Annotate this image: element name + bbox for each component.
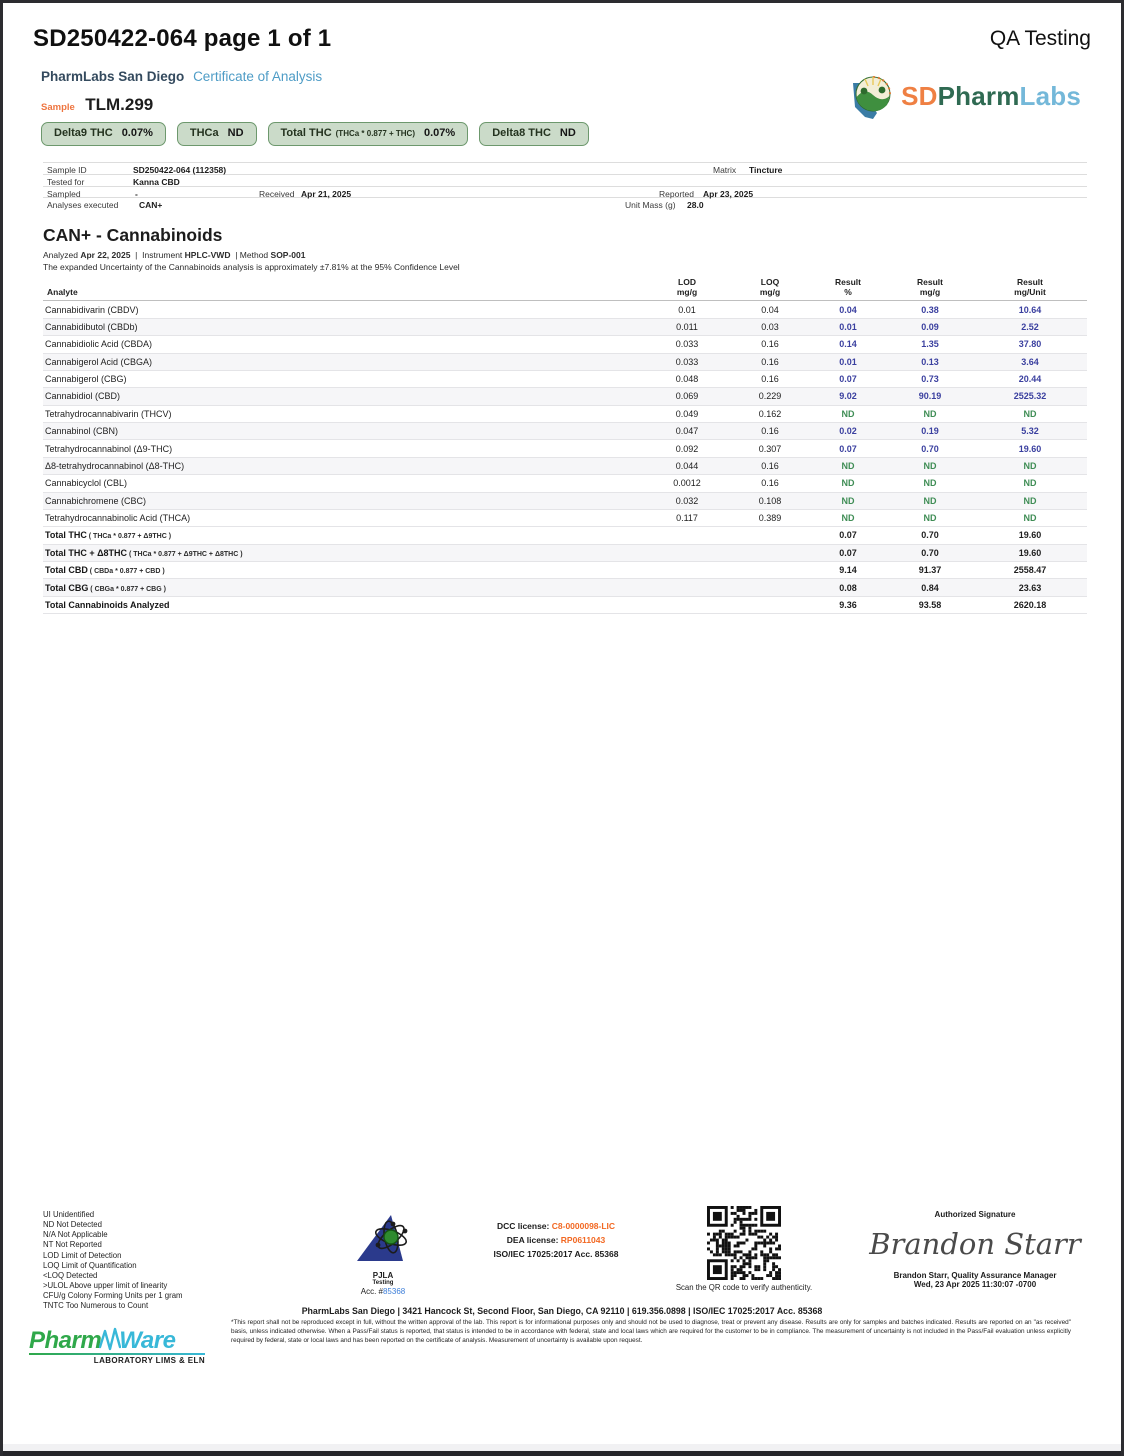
authorized-signature-label: Authorized Signature [934,1210,1016,1219]
table-cell: 0.08 [809,579,887,596]
legend-line: <LOQ Detected [43,1270,98,1280]
lab-name: PharmLabs San Diego [41,69,185,84]
instrument-value: HPLC-VWD [184,250,231,260]
signature-date-line: Wed, 23 Apr 2025 11:30:07 -0700 [913,1280,1037,1289]
total-row [43,544,1087,561]
table-cell: 0.73 [887,370,973,387]
cannabinoids-section-title: CAN+ - Cannabinoids [43,225,223,245]
unit-mass-value: 28.0 [687,200,704,211]
dcc-value: C8-0000098-LIC [551,1221,616,1231]
analyte-row [43,301,1087,318]
method-value: SOP-001 [270,250,306,260]
abbreviation-legend [43,1210,183,1311]
table-cell: 23.63 [973,579,1087,596]
qr-caption: Scan the QR code to verify authenticity. [675,1283,813,1292]
column-header: Result mg/g [887,274,973,301]
dates-row [43,187,1087,199]
table-cell: Cannabidiolic Acid (CBDA) [43,336,643,353]
reported-value: Apr 23, 2025 [703,188,754,199]
table-cell: 0.01 [809,318,887,335]
brand-sd: SD [901,80,938,111]
analyte-row [43,318,1087,335]
total-row [43,596,1087,613]
table-cell [643,544,731,561]
table-cell: 0.16 [731,475,809,492]
uncertainty-note: The expanded Uncertainty of the Cannabinoids analysis is approximately ±7.81% at the 95% Confidence Level [43,262,460,272]
table-cell: 0.047 [643,423,731,440]
table-cell: 19.60 [973,527,1087,544]
pharmware-subtitle: LABORATORY LIMS & ELN [93,1356,205,1366]
table-cell: 19.60 [973,544,1087,561]
pharmware-logo [29,1327,219,1365]
table-cell: 0.03 [731,318,809,335]
column-header: Result mg/Unit [973,274,1087,301]
sdpharmlabs-logo [843,69,1081,123]
table-cell: ND [973,457,1087,474]
table-cell: 0.07 [809,370,887,387]
qa-testing-label: QA Testing [989,27,1091,50]
analyzed-date: Apr 22, 2025 [80,250,131,260]
table-cell: 0.16 [731,370,809,387]
sampled-value: - [135,188,138,199]
acc-label: Acc. # [360,1287,383,1296]
table-cell: 9.36 [809,596,887,613]
cannabinoids-table [43,274,1087,614]
dea-license-line [441,1233,671,1247]
table-cell: ND [809,492,887,509]
table-cell: 0.108 [731,492,809,509]
table-cell: 0.048 [643,370,731,387]
analyses-value: CAN+ [139,200,163,211]
table-cell: 10.64 [973,301,1087,318]
dcc-label: DCC license: [496,1221,550,1231]
analysis-meta-line [43,250,306,260]
table-header-row [43,274,1087,301]
legend-line: LOQ Limit of Quantification [43,1260,137,1270]
pjla-sub: Testing [372,1280,394,1286]
brand-pharm: Pharm [937,80,1020,111]
tested-for-row [43,175,1087,187]
page-bottom-dark-strip [3,1451,1121,1456]
table-cell [731,596,809,613]
table-cell: 0.70 [887,544,973,561]
table-cell: ND [887,457,973,474]
analyte-row [43,353,1087,370]
table-cell: 0.069 [643,388,731,405]
table-cell: Cannabidiol (CBD) [43,388,643,405]
analyte-row [43,475,1087,492]
table-cell [643,596,731,613]
table-cell: ND [887,405,973,422]
table-cell: 0.04 [809,301,887,318]
analyte-row [43,440,1087,457]
table-cell: 0.07 [809,440,887,457]
page-bottom-light-strip [3,1444,1121,1451]
legend-line: CFU/g Colony Forming Units per 1 gram [43,1291,183,1300]
table-cell: Cannabidivarin (CBDV) [43,301,643,318]
summary-badge: Total THC (THCa * 0.877 + THC) 0.07% [268,122,469,146]
separator: | [235,250,238,260]
table-cell: ND [973,492,1087,509]
table-cell: 0.01 [809,353,887,370]
signature-block [855,1210,1095,1289]
sampled-label: Sampled [47,188,81,199]
column-header: Result % [809,274,887,301]
license-block [441,1219,671,1261]
report-disclaimer: *This report shall not be reproduced except in full, without the written approval of the lab. This report is for informational purposes only and should not be used to diagnose, treat or prevent any disease. Results are only for samples and batches indicated. Results are reported on an "as received" basis, unless indicated otherwise. When a Pass/Fail status is reported, that status is intended to be in accordance with federal, state and local laws which are required for the customer to be in compliance. The measurement of uncertainty is not included in the Pass/Fail evaluation unless explicitly required by federal, state or local laws and has been reported on the certificate of analysis. Measurement of uncertainty is available upon request. [231,1319,1071,1344]
table-cell [731,544,809,561]
table-cell: 0.0012 [643,475,731,492]
total-row [43,562,1087,579]
tested-for-label: Tested for [47,176,85,187]
table-cell: Cannabigerol Acid (CBGA) [43,353,643,370]
pharmware-ware: Ware [119,1327,176,1354]
table-cell: 90.19 [887,388,973,405]
signature-script: Brandon Starr [869,1227,1081,1261]
table-cell: 2.52 [973,318,1087,335]
table-cell: 0.033 [643,353,731,370]
table-cell: 2620.18 [973,596,1087,613]
table-cell: 0.16 [731,336,809,353]
total-row [43,579,1087,596]
table-cell [643,579,731,596]
table-cell: 0.19 [887,423,973,440]
pjla-name: PJLA [372,1271,394,1280]
total-label-cell: Total Cannabinoids Analyzed [43,596,643,613]
table-cell: ND [973,509,1087,526]
table-cell: 0.13 [887,353,973,370]
analyte-row [43,423,1087,440]
analyte-row [43,405,1087,422]
matrix-value: Tincture [749,165,783,175]
pjla-accreditation-number [335,1287,431,1296]
iso-accreditation-line: ISO/IEC 17025:2017 Acc. 85368 [493,1249,619,1260]
table-cell: 0.07 [809,544,887,561]
legend-line: ND Not Detected [43,1220,102,1230]
table-cell: 2525.32 [973,388,1087,405]
sample-info-table [43,162,1087,210]
instrument-label: Instrument [142,250,183,260]
dea-label: DEA license: [506,1235,559,1246]
summary-badge: Delta9 THC 0.07% [41,122,166,146]
pharmlabs-emblem-icon [843,69,897,123]
analyzed-label: Analyzed [43,250,78,260]
column-header: LOD mg/g [643,274,731,301]
table-cell [731,579,809,596]
total-label-cell: Total THC ( THCa * 0.877 + Δ9THC ) [43,527,643,544]
table-cell: Tetrahydrocannabinolic Acid (THCA) [43,509,643,526]
legend-line: UI Unidentified [43,1210,95,1219]
table-cell: ND [973,475,1087,492]
analyte-row [43,457,1087,474]
pulse-wave-icon [99,1327,121,1353]
table-cell: 0.389 [731,509,809,526]
analyte-row [43,492,1087,509]
dea-value: RP0611043 [560,1235,606,1246]
pharmware-pharm: Pharm [29,1327,102,1354]
legend-line: LOD Limit of Detection [43,1250,122,1260]
table-cell: 0.07 [809,527,887,544]
table-cell: 0.70 [887,440,973,457]
table-cell: ND [809,457,887,474]
sample-id-label: Sample ID [47,165,87,175]
table-cell: ND [809,509,887,526]
signer-name-line: Brandon Starr, Quality Assurance Manager [893,1271,1057,1280]
legend-line: >ULOL Above upper limit of linearity [43,1280,168,1290]
column-header: LOQ mg/g [731,274,809,301]
table-totals [43,527,1087,614]
table-cell: Cannabichromene (CBC) [43,492,643,509]
legend-line: N/A Not Applicable [43,1230,108,1240]
table-cell: 0.16 [731,423,809,440]
table-cell: 0.011 [643,318,731,335]
table-cell: 0.16 [731,353,809,370]
table-cell: 0.229 [731,388,809,405]
table-cell: 0.307 [731,440,809,457]
legend-line: NT Not Reported [43,1240,102,1250]
dcc-license-line [441,1219,671,1233]
received-value: Apr 21, 2025 [301,188,352,199]
table-cell: 0.032 [643,492,731,509]
table-body [43,301,1087,527]
unit-mass-label: Unit Mass (g) [625,200,676,211]
analyses-row [43,198,1087,210]
table-cell: 0.38 [887,301,973,318]
tested-for-value: Kanna CBD [133,176,180,187]
table-cell: Tetrahydrocannabivarin (THCV) [43,405,643,422]
table-cell: 0.70 [887,527,973,544]
document-title: SD250422-064 page 1 of 1 [33,25,332,52]
table-cell: 0.049 [643,405,731,422]
table-cell: Cannabidibutol (CBDb) [43,318,643,335]
table-cell: Cannabicyclol (CBL) [43,475,643,492]
table-cell [731,562,809,579]
table-cell: Cannabigerol (CBG) [43,370,643,387]
table-cell [643,527,731,544]
sample-name: TLM.299 [85,95,154,114]
table-cell: 2558.47 [973,562,1087,579]
table-cell: ND [887,475,973,492]
legend-line: TNTC Too Numerous to Count [43,1301,149,1311]
lab-address-line: PharmLabs San Diego | 3421 Hancock St, Second Floor, San Diego, CA 92110 | 619.356.0898 | ISO/IEC 17025:2017 Acc. 85368 [301,1306,823,1316]
sample-id-value: SD250422-064 (112358) [133,165,227,175]
brand-labs: Labs [1019,80,1081,111]
summary-badge: Delta8 THC ND [479,122,589,146]
matrix-label: Matrix [713,165,737,175]
table-cell: Δ8-tetrahydrocannabinol (Δ8-THC) [43,457,643,474]
table-cell: 0.04 [731,301,809,318]
table-cell: 0.117 [643,509,731,526]
table-cell: 91.37 [887,562,973,579]
table-cell: Tetrahydrocannabinol (Δ9-THC) [43,440,643,457]
table-cell: 9.14 [809,562,887,579]
received-label: Received [259,188,295,199]
table-cell: 37.80 [973,336,1087,353]
table-cell: Cannabinol (CBN) [43,423,643,440]
table-cell: 0.09 [887,318,973,335]
analyte-row [43,370,1087,387]
analyte-row [43,509,1087,526]
analyte-row [43,336,1087,353]
reported-label: Reported [659,188,694,199]
table-cell [643,562,731,579]
acc-number: 85368 [382,1287,406,1296]
table-cell: ND [809,475,887,492]
table-cell: 0.044 [643,457,731,474]
table-cell: 3.64 [973,353,1087,370]
certificate-type-label: Certificate of Analysis [193,69,323,84]
table-cell: 0.84 [887,579,973,596]
pjla-accreditation-logo [335,1209,431,1296]
table-cell: 20.44 [973,370,1087,387]
column-header: Analyte [43,274,643,301]
summary-badge: THCa ND [177,122,257,146]
total-row [43,527,1087,544]
table-cell: 9.02 [809,388,887,405]
pjla-triangle-icon [351,1209,415,1265]
separator: | [135,250,138,260]
qr-code-icon [707,1206,781,1280]
sample-id-row [43,163,1087,175]
table-cell: 0.01 [643,301,731,318]
analyses-label: Analyses executed [47,200,119,211]
table-cell: 1.35 [887,336,973,353]
table-cell: ND [973,405,1087,422]
summary-badges [41,122,589,146]
total-label-cell: Total CBG ( CBGa * 0.877 + CBG ) [43,579,643,596]
table-cell: 0.02 [809,423,887,440]
sample-label: Sample [41,102,75,113]
table-cell: ND [887,492,973,509]
method-label: Method [239,250,269,260]
lab-heading [41,69,322,84]
qr-code [707,1206,781,1285]
sample-line [41,95,153,115]
table-cell: 0.162 [731,405,809,422]
analyte-row [43,388,1087,405]
table-cell [731,527,809,544]
total-label-cell: Total THC + Δ8THC ( THCa * 0.877 + Δ9THC + Δ8THC ) [43,544,643,561]
table-cell: 93.58 [887,596,973,613]
table-cell: 0.092 [643,440,731,457]
table-cell: 19.60 [973,440,1087,457]
table-cell: ND [809,405,887,422]
table-cell: 0.033 [643,336,731,353]
table-cell: 5.32 [973,423,1087,440]
table-cell: ND [887,509,973,526]
table-cell: 0.14 [809,336,887,353]
table-cell: 0.16 [731,457,809,474]
total-label-cell: Total CBD ( CBDa * 0.877 + CBD ) [43,562,643,579]
